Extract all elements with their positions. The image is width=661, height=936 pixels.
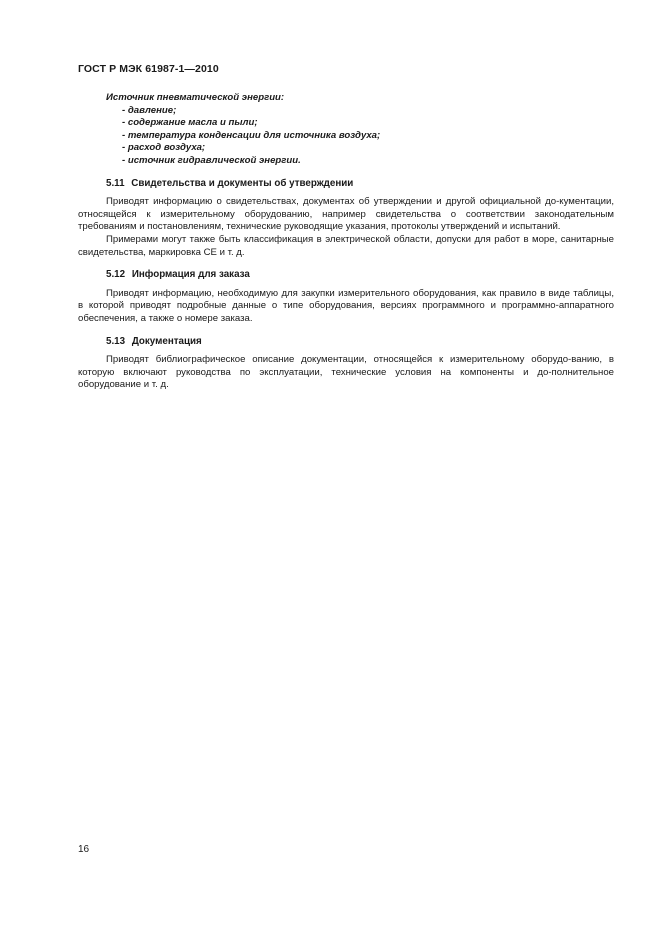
section-number: 5.13 bbox=[106, 335, 126, 347]
paragraph: Приводят библиографическое описание документации, относящейся к измерительному оборудо-ванию, в которую включают руководства по эксплуатации, технические условия на компоненты и до-полнительное оборудование и т. д. bbox=[78, 354, 614, 391]
section-number: 5.11 bbox=[106, 177, 125, 189]
pneumatic-energy-block bbox=[78, 92, 614, 168]
paragraph: Приводят информацию о свидетельствах, документах об утверждении и другой официальной до-кументации, относящейся к измерительному оборудованию, например свидетельства о соответствии законодательным требованиям и постановлениям, технические руководящие указания, протоколы утверждений и испытаний. bbox=[78, 196, 614, 233]
section-title: Свидетельства и документы об утверждении bbox=[131, 177, 354, 189]
document-code-header: ГОСТ Р МЭК 61987-1—2010 bbox=[78, 63, 219, 75]
section-5-13 bbox=[78, 336, 614, 392]
pneumatic-energy-list bbox=[106, 105, 614, 168]
section-title: Информация для заказа bbox=[131, 269, 250, 281]
pneumatic-energy-intro: Источник пневматической энергии: bbox=[106, 92, 285, 103]
section-heading bbox=[78, 178, 614, 191]
section-number: 5.12 bbox=[106, 269, 126, 281]
section-title: Документация bbox=[131, 335, 202, 347]
paragraph: Приводят информацию, необходимую для закупки измерительного оборудования, как правило в виде таблицы, в которой приводят подробные данные о типе оборудования, версиях программного и программно-аппаратного обеспечения, а также о номере заказа. bbox=[78, 287, 614, 324]
section-heading bbox=[78, 269, 614, 282]
list-item: - давление; bbox=[122, 104, 177, 116]
list-item: - температура конденсации для источника воздуха; bbox=[122, 129, 381, 141]
paragraph: Примерами могут также быть классификация в электрической области, допуски для работ в море, санитарные свидетельства, маркировка CE и т. д. bbox=[78, 233, 614, 258]
section-5-12 bbox=[78, 269, 614, 325]
list-item: - источник гидравлической энергии. bbox=[122, 154, 301, 166]
page-content bbox=[78, 92, 614, 392]
section-heading bbox=[78, 336, 614, 349]
list-item: - расход воздуха; bbox=[122, 142, 206, 154]
section-5-11 bbox=[78, 178, 614, 260]
list-item: - содержание масла и пыли; bbox=[122, 117, 258, 129]
page-number: 16 bbox=[78, 844, 90, 855]
